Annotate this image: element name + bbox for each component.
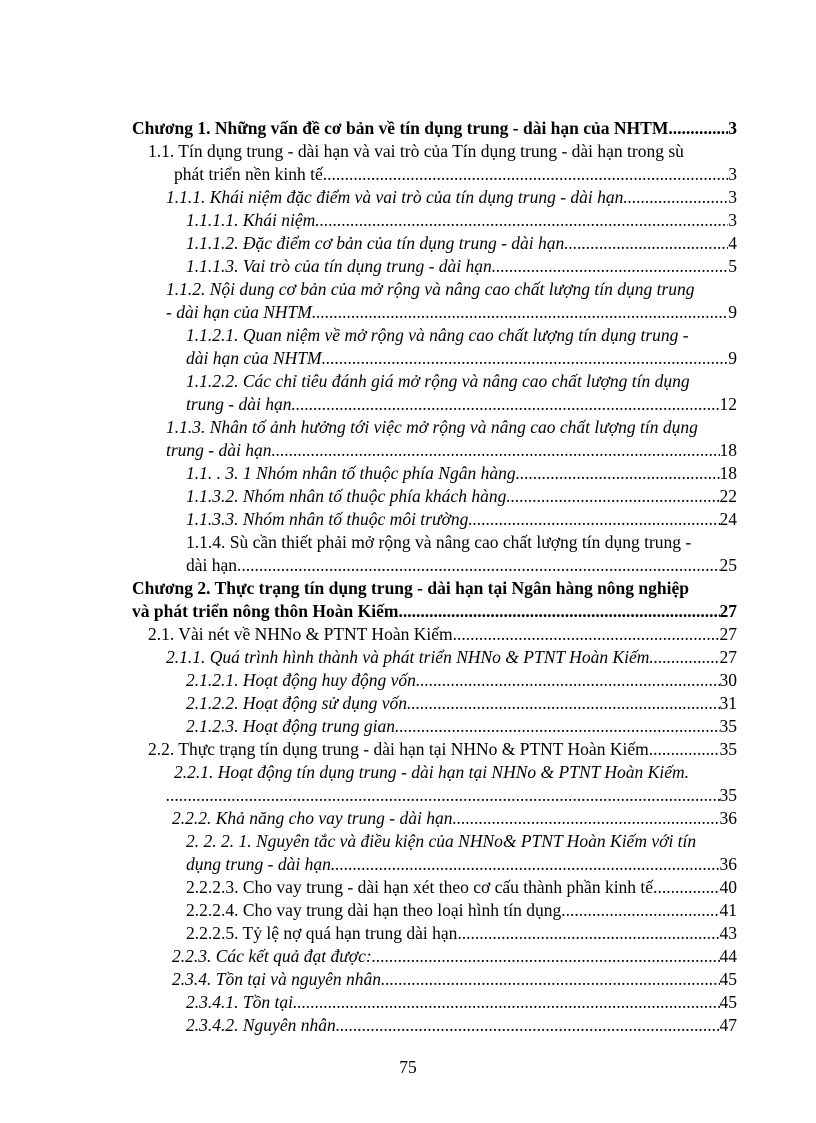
toc-entry-title: 1.1. Tín dụng trung - dài hạn và vai trò của Tín dụng trung - dài hạn trong sù bbox=[148, 141, 684, 161]
dot-leader bbox=[569, 232, 729, 255]
dot-leader bbox=[320, 209, 729, 232]
toc-entry-title: 2.2.3. Các kết quả đạt được: bbox=[172, 946, 372, 966]
toc-entry-1-1-3-2 bbox=[186, 485, 737, 508]
toc-page-number: 47 bbox=[719, 1015, 737, 1035]
toc-page-number: 9 bbox=[728, 348, 737, 368]
dot-leader bbox=[399, 715, 719, 738]
toc-entry-2-2-1 bbox=[166, 761, 737, 807]
dot-leader bbox=[296, 393, 720, 416]
toc-entry-title: 1.1.3. Nhân tố ảnh hưởng tới việc mở rộng và nâng cao chất lượng tín dụng bbox=[166, 417, 698, 437]
toc-entry-2-1-1 bbox=[166, 646, 737, 669]
dot-leader bbox=[316, 301, 728, 324]
toc-page-number: 31 bbox=[719, 693, 737, 713]
dot-leader bbox=[411, 692, 719, 715]
toc-entry-title: 2.1.2.1. Hoạt động huy động vốn. bbox=[186, 670, 421, 690]
toc-entry-2-2-2-3 bbox=[186, 876, 737, 899]
dot-leader bbox=[457, 623, 720, 646]
toc-entry-chapter-2 bbox=[132, 577, 737, 623]
toc-entry-title: 2.2.2.4. Cho vay trung dài hạn theo loại hình tín dụng. bbox=[186, 900, 566, 920]
dot-leader bbox=[520, 462, 720, 485]
toc-entry-title-cont: dài hạn của NHTM bbox=[186, 348, 322, 368]
toc-entry-title: 2.3.4.1. Tồn tại bbox=[186, 992, 293, 1012]
toc-page-number: 43 bbox=[719, 923, 737, 943]
dot-leader bbox=[381, 968, 719, 991]
toc-page-number: 44 bbox=[719, 946, 737, 966]
toc-entry-title: 1.1.3.3. Nhóm nhân tố thuộc môi trường bbox=[186, 509, 469, 529]
toc-entry-1-1-2-2 bbox=[186, 370, 737, 416]
toc-entry-2-2-2-5 bbox=[186, 922, 737, 945]
dot-leader bbox=[653, 738, 719, 761]
dot-leader bbox=[468, 508, 719, 531]
toc-page-number: 12 bbox=[719, 394, 737, 414]
toc-page-number: 35 bbox=[719, 785, 737, 805]
toc-entry-2-3-4 bbox=[172, 968, 737, 991]
toc-entry-2-2-3 bbox=[172, 945, 737, 968]
toc-page-number: 45 bbox=[719, 969, 737, 989]
toc-entry-2-2 bbox=[148, 738, 737, 761]
dot-leader bbox=[372, 945, 720, 968]
toc-page-number: 35 bbox=[719, 739, 737, 759]
toc-entry-1-1-1-2 bbox=[186, 232, 737, 255]
dot-leader bbox=[496, 255, 728, 278]
dot-leader bbox=[462, 922, 720, 945]
toc-page-number: 5 bbox=[728, 256, 737, 276]
toc-entry-title: 2.1.1. Quá trình hình thành và phát triển NHNo & PTNT Hoàn Kiếm. bbox=[166, 647, 654, 667]
toc-page-number: 30 bbox=[719, 670, 737, 690]
dot-leader bbox=[654, 646, 720, 669]
toc-entry-title: 2.3.4.2. Nguyên nhân bbox=[186, 1015, 336, 1035]
toc-entry-title-cont: trung - dài hạn. bbox=[166, 440, 276, 460]
table-of-contents bbox=[0, 117, 816, 1037]
toc-entry-1-1-1-3 bbox=[186, 255, 737, 278]
toc-page-number: 27 bbox=[719, 624, 737, 644]
toc-entry-title: 2.2.2.3. Cho vay trung - dài hạn xét theo cơ cấu thành phần kinh tế. bbox=[186, 877, 658, 897]
toc-entry-2-1-2-3 bbox=[186, 715, 737, 738]
toc-page-number: 3 bbox=[728, 118, 737, 138]
toc-entry-title: 1.1.1.2. Đặc điểm cơ bản của tín dụng trung - dài hạn. bbox=[186, 233, 569, 253]
toc-page-number: 35 bbox=[719, 716, 737, 736]
toc-page-number: 3 bbox=[728, 210, 737, 230]
toc-entry-2-1-2-2 bbox=[186, 692, 737, 715]
dot-leader bbox=[336, 1014, 720, 1037]
toc-entry-title: 2.2.2.5. Tỷ lệ nợ quá hạn trung dài hạn. bbox=[186, 923, 462, 943]
toc-page-number: 3 bbox=[728, 187, 737, 207]
toc-entry-title: 2.1.2.2. Hoạt động sử dụng vốn. bbox=[186, 693, 412, 713]
dot-leader bbox=[566, 899, 720, 922]
toc-entry-title: 2. 2. 2. 1. Nguyên tắc và điều kiện của NHNo& PTNT Hoàn Kiếm với tín bbox=[186, 831, 697, 851]
toc-entry-title: 1.1.1. Khái niệm đặc điểm và vai trò của tín dụng trung - dài hạn. bbox=[166, 187, 628, 207]
dot-leader bbox=[322, 347, 729, 370]
toc-entry-2-1 bbox=[148, 623, 737, 646]
dot-leader bbox=[398, 600, 719, 623]
toc-page-number: 27 bbox=[719, 647, 737, 667]
toc-entry-1-1-2-1 bbox=[186, 324, 737, 370]
dot-leader bbox=[237, 554, 719, 577]
toc-entry-title: 2.2. Thực trạng tín dụng trung - dài hạn tại NHNo & PTNT Hoàn Kiếm. bbox=[148, 739, 654, 759]
toc-entry-title: 1.1.2. Nội dung cơ bản của mở rộng và nâng cao chất lượng tín dụng trung bbox=[166, 279, 695, 299]
dot-leader bbox=[293, 991, 720, 1014]
toc-page-number: 36 bbox=[719, 808, 737, 828]
dot-leader bbox=[657, 876, 719, 899]
toc-page-number: 3 bbox=[728, 164, 737, 184]
toc-entry-1-1-3 bbox=[166, 416, 737, 462]
toc-page-number: 18 bbox=[719, 463, 737, 483]
toc-entry-title: 2.1. Vài nét về NHNo & PTNT Hoàn Kiếm. bbox=[148, 624, 457, 644]
dot-leader bbox=[452, 807, 719, 830]
toc-entry-title: 1.1.1.3. Vai trò của tín dụng trung - dài hạn. bbox=[186, 256, 497, 276]
toc-entry-title: 2.2.1. Hoạt động tín dụng trung - dài hạn tại NHNo & PTNT Hoàn Kiếm. bbox=[174, 762, 689, 782]
toc-entry-title: 1.1.1.1. Khái niệm. bbox=[186, 210, 320, 230]
toc-entry-title: Chương 1. Những vấn đề cơ bản về tín dụng trung - dài hạn của NHTM bbox=[132, 118, 669, 138]
toc-page-number: 25 bbox=[719, 555, 737, 575]
toc-page-number: 18 bbox=[719, 440, 737, 460]
toc-entry-title: 2.1.2.3. Hoạt động trung gian. bbox=[186, 716, 400, 736]
toc-entry-title: 2.3.4. Tồn tại và nguyên nhân bbox=[172, 969, 382, 989]
toc-page-number: 41 bbox=[719, 900, 737, 920]
toc-entry-title: Chương 2. Thực trạng tín dụng trung - dài hạn tại Ngân hàng nông nghiệp bbox=[132, 578, 689, 598]
toc-page-number: 22 bbox=[719, 486, 737, 506]
toc-entry-title: 2.2.2. Khả năng cho vay trung - dài hạn bbox=[172, 808, 453, 828]
toc-entry-title-cont: - dài hạn của NHTM. bbox=[166, 302, 317, 322]
toc-entry-chapter-1 bbox=[132, 117, 737, 140]
toc-entry-2-2-2-4 bbox=[186, 899, 737, 922]
toc-entry-1-1-1 bbox=[166, 186, 737, 209]
toc-entry-1-1 bbox=[148, 140, 737, 186]
toc-page-number: 27 bbox=[719, 601, 737, 621]
dot-leader bbox=[628, 186, 728, 209]
toc-page-number: 40 bbox=[719, 877, 737, 897]
toc-entry-title: 1.1.4. Sù cần thiết phải mở rộng và nâng cao chất lượng tín dụng trung - bbox=[186, 532, 692, 552]
toc-entry-title-cont: trung - dài hạn. bbox=[186, 394, 296, 414]
toc-entry-title: 1.1.2.2. Các chỉ tiêu đánh giá mở rộng và nâng cao chất lượng tín dụng bbox=[186, 371, 690, 391]
toc-entry-title-cont: dụng trung - dài hạn. bbox=[186, 854, 336, 874]
toc-entry-1-1-3-3 bbox=[186, 508, 737, 531]
dot-leader bbox=[276, 439, 720, 462]
toc-entry-2-2-2-1 bbox=[186, 830, 737, 876]
dot-leader bbox=[668, 117, 728, 140]
toc-entry-title: 1.1.2.1. Quan niệm về mở rộng và nâng cao chất lượng tín dụng trung - bbox=[186, 325, 689, 345]
toc-entry-2-3-4-2 bbox=[186, 1014, 737, 1037]
toc-entry-title-cont: dài hạn bbox=[186, 555, 238, 575]
toc-entry-1-1-4 bbox=[186, 531, 737, 577]
toc-page-number: 45 bbox=[719, 992, 737, 1012]
dot-leader bbox=[166, 784, 720, 807]
toc-entry-1-1-3-1 bbox=[186, 462, 737, 485]
dot-leader bbox=[327, 163, 728, 186]
toc-entry-2-1-2-1 bbox=[186, 669, 737, 692]
toc-page-number: 24 bbox=[719, 509, 737, 529]
toc-entry-1-1-2 bbox=[166, 278, 737, 324]
page-number: 75 bbox=[399, 1057, 417, 1077]
toc-entry-1-1-1-1 bbox=[186, 209, 737, 232]
dot-leader bbox=[420, 669, 719, 692]
toc-entry-2-2-2 bbox=[172, 807, 737, 830]
toc-entry-title: 1.1. . 3. 1 Nhóm nhân tố thuộc phía Ngân hàng. bbox=[186, 463, 520, 483]
toc-page-number: 4 bbox=[728, 233, 737, 253]
toc-page-number: 36 bbox=[719, 854, 737, 874]
toc-entry-2-3-4-1 bbox=[186, 991, 737, 1014]
toc-entry-title: 1.1.3.2. Nhóm nhân tố thuộc phía khách hàng. bbox=[186, 486, 511, 506]
toc-entry-title-cont: phát triển nền kinh tế. bbox=[174, 164, 328, 184]
dot-leader bbox=[335, 853, 719, 876]
toc-entry-title-cont: và phát triển nông thôn Hoàn Kiếm bbox=[132, 601, 399, 621]
toc-page-number: 9 bbox=[728, 302, 737, 322]
dot-leader bbox=[511, 485, 720, 508]
